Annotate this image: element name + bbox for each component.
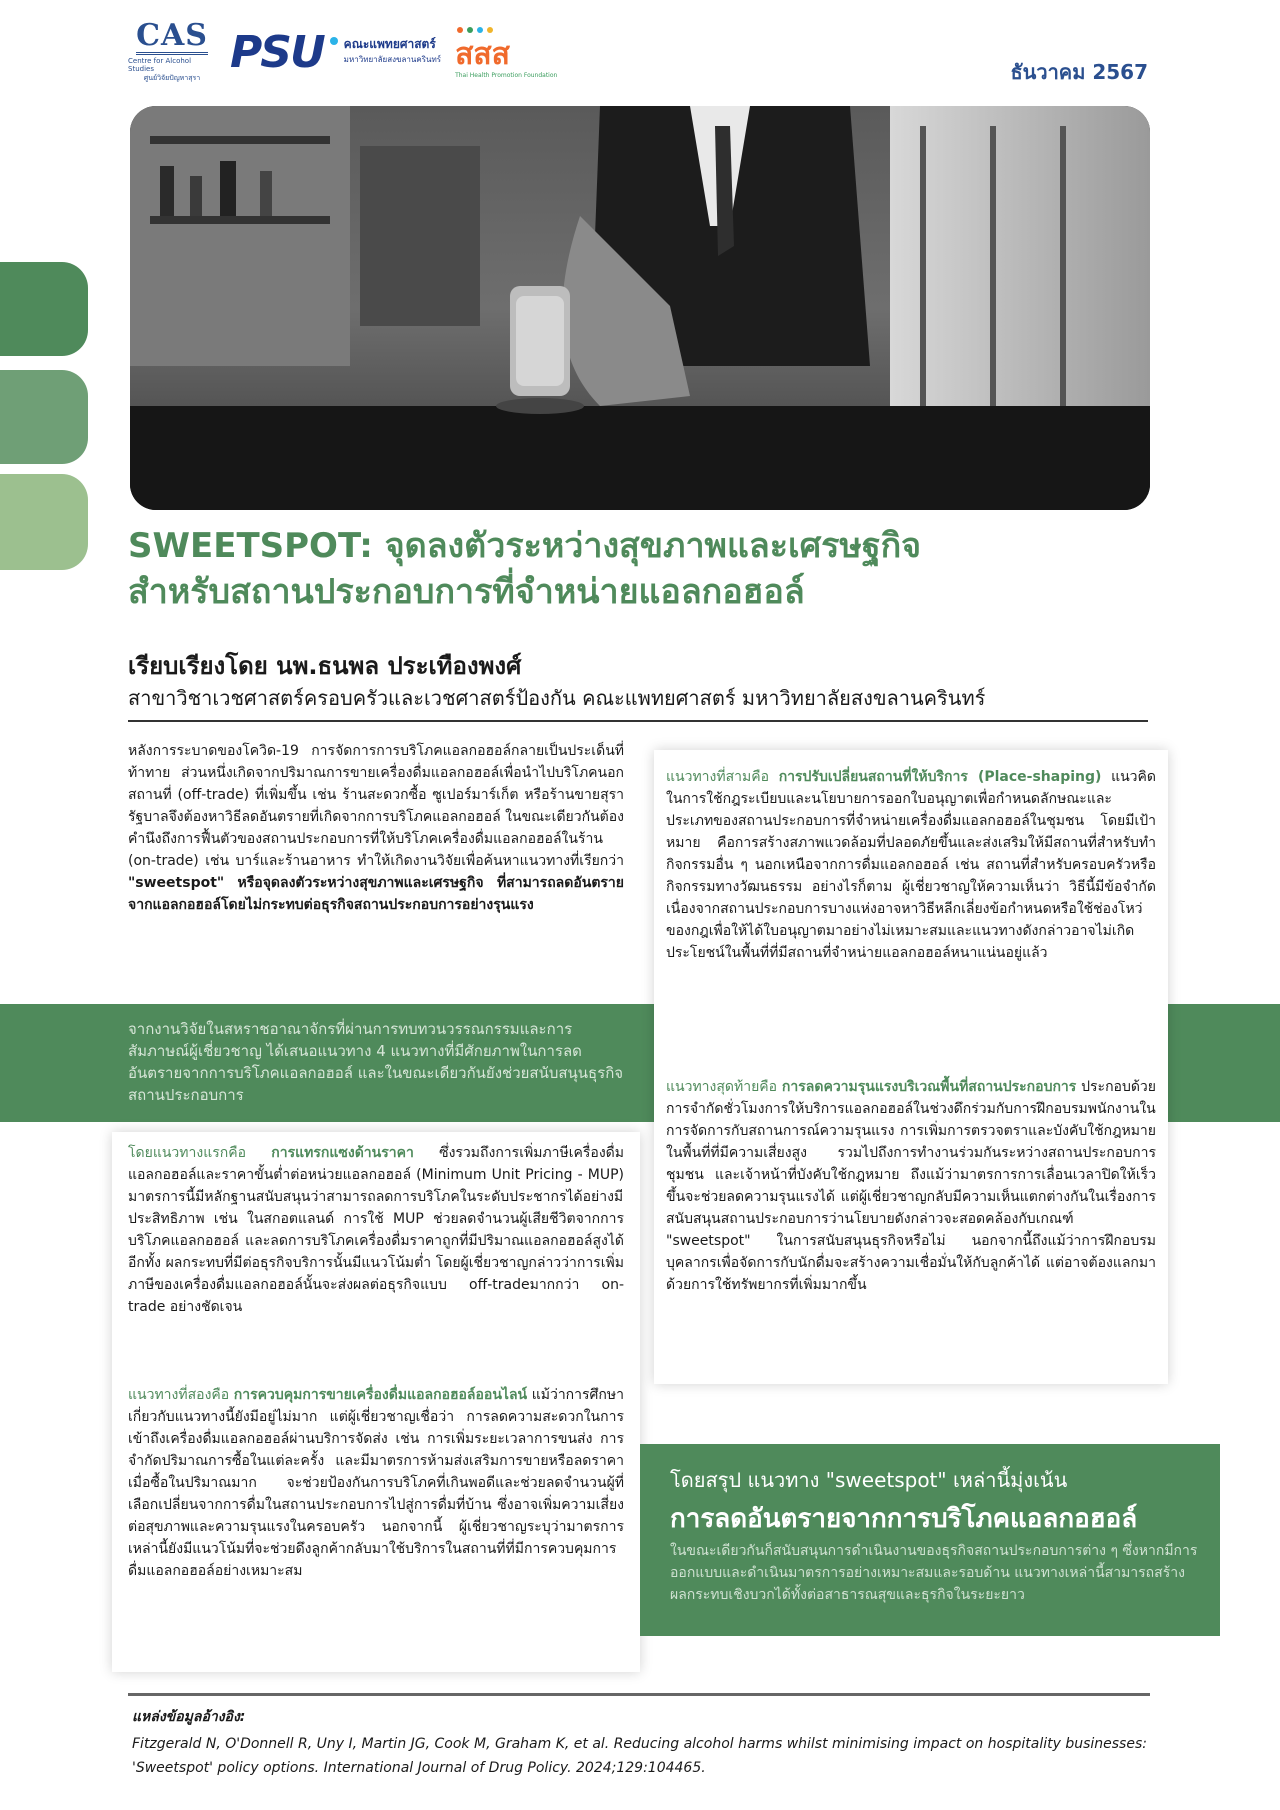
title-divider	[128, 720, 1148, 722]
approach-3: แนวทางที่สามคือ การปรับเปลี่ยนสถานที่ให้บริการ (Place-shaping) แนวคิดในการใช้กฎระเบียบและนโยบายการออกใบอนุญาตเพื่อกำหนดลักษณะและประเภทของสถานประกอบการที่จำหน่ายเครื่องดื่มแอลกอฮอล์ในชุมชน โดยมีเป้าหมาย คือการสร้างสภาพแวดล้อมที่ปลอดภัยขึ้นและส่งเสริมให้มีสถานที่สำหรับทำกิจกรรมอื่น ๆ นอกเหนือจากการดื่มแอลกอฮอล์ เช่น สถานที่สำหรับครอบครัวหรือกิจกรรมทางวัฒนธรรม อย่างไรก็ตาม ผู้เชี่ยวชาญให้ความเห็นว่า วิธีนี้มีข้อจำกัด เนื่องจากสถานประกอบการบางแห่งอาจหาวิธีหลีกเลี่ยงข้อกำหนดหรือใช้ช่องโหว่ของกฎเพื่อให้ได้ใบอนุญาตมาอย่างไม่เหมาะสมและแนวทางดังกล่าวอาจไม่เกิดประโยชน์ในพื้นที่ที่มีสถานที่จำหน่ายแอลกอฮอล์หนาแน่นอยู่แล้ว	[666, 769, 1156, 961]
decorative-tab-1	[0, 262, 88, 356]
right-card	[654, 750, 1168, 1384]
decorative-tab-3	[0, 474, 88, 570]
band-text: จากงานวิจัยในสหราชอาณาจักรที่ผ่านการทบทวนวรรณกรรมและการสัมภาษณ์ผู้เชี่ยวชาญ ได้เสนอแนวทาง 4 แนวทางที่มีศักยภาพในการลดอันตรายจากการบริโภคแอลกอฮอล์ และในขณะเดียวกันยังช่วยสนับสนุนธุรกิจสถานประกอบการ	[128, 1020, 624, 1104]
thaihealth-logo: สสส Thai Health Promotion Foundation	[455, 26, 557, 79]
intro-paragraph: หลังการระบาดของโควิด-19 การจัดการการบริโภคแอลกอฮอล์กลายเป็นประเด็นที่ท้าทาย ส่วนหนึ่งเกิดจากปริมาณการขายเครื่องดื่มแอลกอฮอล์เพื่อนำไปบริโภคนอกสถานที่ (off-trade) ที่เพิ่มขึ้น เช่น ร้านสะดวกซื้อ ซูเปอร์มาร์เก็ต หรือร้านขายสุรา รัฐบาลจึงต้องหาวิธีลดอันตรายที่เกิดจากการบริโภคแอลกอฮอล์ ในขณะเดียวกันต้องคำนึงถึงการฟื้นตัวของสถานประกอบการที่ให้บริโภคเครื่องดื่มแอลกอฮอล์ในร้าน (on-trade) เช่น บาร์และร้านอาหาร ทำให้เกิดงานวิจัยเพื่อค้นหาแนวทางที่เรียกว่า "sweetspot" หรือจุดลงตัวระหว่างสุขภาพและเศรษฐกิจ ที่สามารถลดอันตรายจากแอลกอฮอล์โดยไม่กระทบต่อธุรกิจสถานประกอบการอย่างรุนแรง	[128, 743, 624, 913]
psu-logo: PSU คณะแพทยศาสตร์ มหาวิทยาลัยสงขลานครินทร์	[230, 26, 442, 78]
reference-text: Fitzgerald N, O'Donnell R, Uny I, Martin JG, Cook M, Graham K, et al. Reducing alcohol harms whilst minimising impact on hospitality businesses: 'Sweetspot' policy options. International Journal of Drug Policy. 2024;129:104465.	[132, 1736, 1147, 1776]
bartender-illustration	[130, 106, 1150, 510]
approach-4: แนวทางสุดท้ายคือ การลดความรุนแรงบริเวณพื้นที่สถานประกอบการ ประกอบด้วยการจำกัดชั่วโมงการให้บริการแอลกอฮอล์ในช่วงดึกร่วมกับการฝึกอบรมพนักงานในการจัดการกับสถานการณ์ความรุนแรง การเพิ่มการตรวจตราและบังคับใช้กฎหมายในพื้นที่ที่มีความเสี่ยงสูง รวมไปถึงการทำงานร่วมกันระหว่างสถานประกอบการ ชุมชน และเจ้าหน้าที่บังคับใช้กฎหมาย ถึงแม้ว่ามาตรการการเลื่อนเวลาปิดให้เร็วขึ้นจะช่วยลดความรุนแรงได้ แต่ผู้เชี่ยวชาญกลับมีความเห็นแตกต่างกันในเรื่องการสนับสนุนสถานประกอบการว่านโยบายดังกล่าวจะสอดคล้องกับเกณฑ์ "sweetspot" ในการสนับสนุนธุรกิจหรือไม่ นอกจากนี้ถึงแม้ว่าการฝึกอบรมบุคลากรเพื่อจัดการกับนักดื่มจะสร้างความเชื่อมั่นให้กับลูกค้าได้ แต่อาจต้องแลกมาด้วยการใช้ทรัพยากรที่เพิ่มมากขึ้น	[666, 1079, 1156, 1293]
author-affiliation: สาขาวิชาเวชศาสตร์ครอบครัวและเวชศาสตร์ป้องกัน คณะแพทยศาสตร์ มหาวิทยาลัยสงขลานครินทร์	[128, 686, 986, 710]
article-title: SWEETSPOT: จุดลงตัวระหว่างสุขภาพและเศรษฐกิจ สำหรับสถานประกอบการที่จำหน่ายแอลกอฮอล์	[128, 526, 922, 612]
reference-divider	[128, 1693, 1150, 1696]
reference-heading: แหล่งข้อมูลอ้างอิง:	[132, 1709, 246, 1725]
issue-date: ธันวาคม 2567	[1010, 60, 1148, 84]
psu-dot-icon	[330, 37, 338, 45]
hero-photo	[130, 106, 1150, 510]
logo-row	[128, 18, 558, 82]
author-byline: เรียบเรียงโดย นพ.ธนพล ประเทืองพงศ์	[128, 652, 522, 680]
cas-logo: CAS Centre for Alcohol Studies ศูนย์วิจัยปัญหาสุรา	[128, 18, 208, 82]
approach-1: โดยแนวทางแรกคือ การแทรกแซงด้านราคา ซึ่งรวมถึงการเพิ่มภาษีเครื่องดื่มแอลกอฮอล์และราคาขั้นต่ำต่อหน่วยแอลกอฮอล์ (Minimum Unit Pricing - MUP) มาตรการนี้มีหลักฐานสนับสนุนว่าสามารถลดการบริโภคในระดับประชากรได้อย่างมีประสิทธิภาพ เช่น ในสกอตแลนด์ การใช้ MUP ช่วยลดจำนวนผู้เสียชีวิตจากการบริโภคแอลกอฮอล์ และลดการบริโภคเครื่องดื่มราคาถูกที่มีปริมาณแอลกอฮอล์สูงได้ อีกทั้ง ผลกระทบที่มีต่อธุรกิจบริการนั้นมีแนวโน้มต่ำ โดยผู้เชี่ยวชาญกล่าวว่าการเพิ่มภาษีของเครื่องดื่มแอลกอฮอล์นั้นจะส่งผลต่อธุรกิจแบบ off-tradeมากกว่า on-trade อย่างชัดเจน	[128, 1145, 624, 1315]
approach-2: แนวทางที่สองคือ การควบคุมการขายเครื่องดื่มแอลกอฮอล์ออนไลน์ แม้ว่าการศึกษาเกี่ยวกับแนวทางนี้ยังมีอยู่ไม่มาก แต่ผู้เชี่ยวชาญเชื่อว่า การลดความสะดวกในการเข้าถึงเครื่องดื่มแอลกอฮอล์ผ่านบริการจัดส่ง เช่น การเพิ่มระยะเวลาการขนส่ง การจำกัดปริมาณการซื้อในแต่ละครั้ง และมีมาตรการห้ามส่งเสริมการขายหรือลดราคาเมื่อซื้อในปริมาณมาก จะช่วยป้องกันการบริโภคที่เกินพอดีและช่วยลดจำนวนผู้ที่เลือกเปลี่ยนจากการดื่มในสถานประกอบการไปสู่การดื่มที่บ้าน ซึ่งอาจเพิ่มความเสี่ยงต่อสุขภาพและความรุนแรงในครอบครัว นอกจากนี้ ผู้เชี่ยวชาญระบุว่ามาตรการเหล่านี้ยังมีแนวโน้มที่จะช่วยดึงลูกค้ากลับมาใช้บริการในสถานที่ที่มีการควบคุมการดื่มแอลกอฮอล์อย่างเหมาะสม	[128, 1387, 624, 1579]
decorative-tab-2	[0, 370, 88, 464]
left-card	[112, 1132, 640, 1672]
thaihealth-figures-icon	[455, 26, 495, 38]
summary-box: โดยสรุป แนวทาง "sweetspot" เหล่านี้มุ่งเน้น การลดอันตรายจากการบริโภคแอลกอฮอล์ ในขณะเดียวกันก็สนับสนุนการดำเนินงานของธุรกิจสถานประกอบการต่าง ๆ ซึ่งหากมีการออกแบบและดำเนินมาตรการอย่างเหมาะสมและรอบด้าน แนวทางเหล่านี้สามารถสร้างผลกระทบเชิงบวกได้ทั้งต่อสาธารณสุขและธุรกิจในระยะยาว	[640, 1444, 1220, 1636]
